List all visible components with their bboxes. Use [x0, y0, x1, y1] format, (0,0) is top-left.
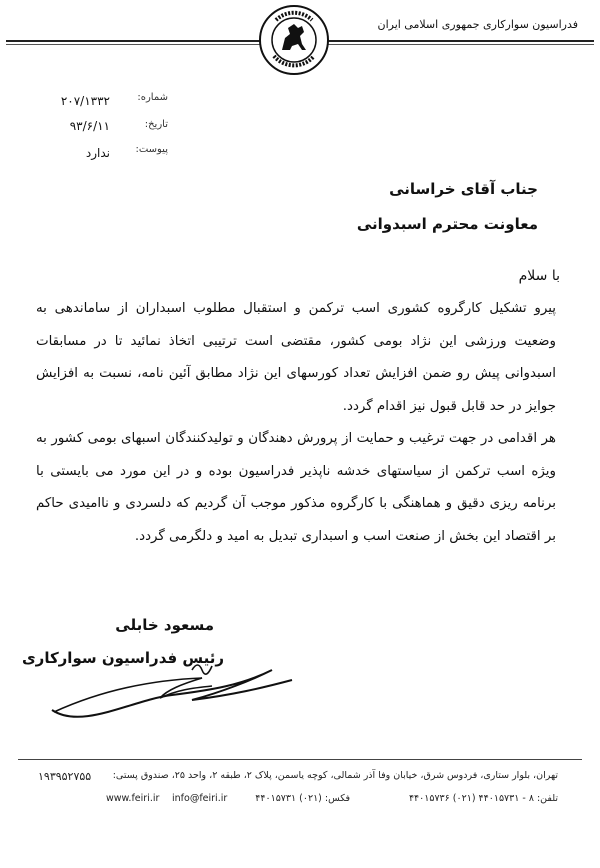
footer-rule: [18, 759, 582, 760]
footer-email[interactable]: info@feiri.ir: [172, 793, 228, 804]
addressee-name: جناب آقای خراسانی: [389, 180, 538, 198]
letter-meta: [38, 92, 168, 162]
footer-address: [113, 770, 558, 781]
attachment-value: ندارد: [85, 146, 110, 160]
federation-name-header: فدراسیون سوارکاری جمهوری اسلامی ایران: [377, 18, 578, 31]
addressee-title: معاونت محترم اسبدوانی: [356, 215, 538, 233]
date-label: تاریخ:: [144, 119, 168, 130]
footer-fax: فکس: (۰۲۱) ۴۴۰۱۵۷۳۱: [255, 793, 350, 804]
footer-po-box: ۱۹۳۹۵۲۷۵۵: [38, 770, 92, 783]
attachment-label: پیوست:: [135, 144, 168, 155]
footer-website[interactable]: www.feiri.ir: [106, 793, 160, 804]
federation-logo-icon: [258, 4, 330, 76]
letter-body: [36, 293, 556, 553]
date-value: ۹۳/۶/۱۱: [69, 119, 110, 133]
signatory-title: رئیس فدراسیون سوارکاری: [21, 649, 224, 667]
body-paragraph-2: هر اقدامی در جهت ترغیب و حمایت از پرورش دهندگان و تولیدکنندگان اسبهای بومی کشور به ویژه اسب ترکمن از سیاستهای خدشه ناپذیر فدراسیون بوده و در این مورد می بایستی با برنامه ریزی دقیق و هماهنگی با کارگروه مذکور موجب آن گردیم که دلسردی و ناامیدی حاکم بر اقتصاد این بخش از صنعت اسب و اسبداری تبدیل به امید و دلگرمی گردد.: [36, 431, 556, 544]
footer-phone: تلفن: ۸ - ۴۴۰۱۵۷۳۱ (۰۲۱) ۴۴۰۱۵۷۳۶: [408, 793, 558, 804]
signatory-name: مسعود خابلی: [115, 616, 214, 634]
greeting: با سلام: [518, 268, 560, 284]
handwritten-signature-icon: [42, 640, 302, 740]
number-label: شماره:: [137, 92, 168, 103]
number-value: ۲۰۷/۱۳۳۲: [60, 94, 110, 108]
body-paragraph-1: پیرو تشکیل کارگروه کشوری اسب ترکمن و استقبال مطلوب اسبداران از ساماندهی به وضعیت ورزشی این نژاد بومی کشور، مقتضی است ترتیبی اتخاذ نمائید تا در مسابقات اسبدوانی پیش رو ضمن افزایش تعداد کورسهای این نژاد مطابق آئین نامه، نسبت به افزایش جوایز در حد قابل قبول نیز اقدام گردد.: [36, 301, 556, 414]
footer-address-text: تهران، بلوار ستاری، فردوس شرق، خیابان وفا آذر شمالی، کوچه یاسمن، پلاک ۲، طبقه ۲، واحد ۲۵، صندوق پستی:: [112, 770, 558, 781]
